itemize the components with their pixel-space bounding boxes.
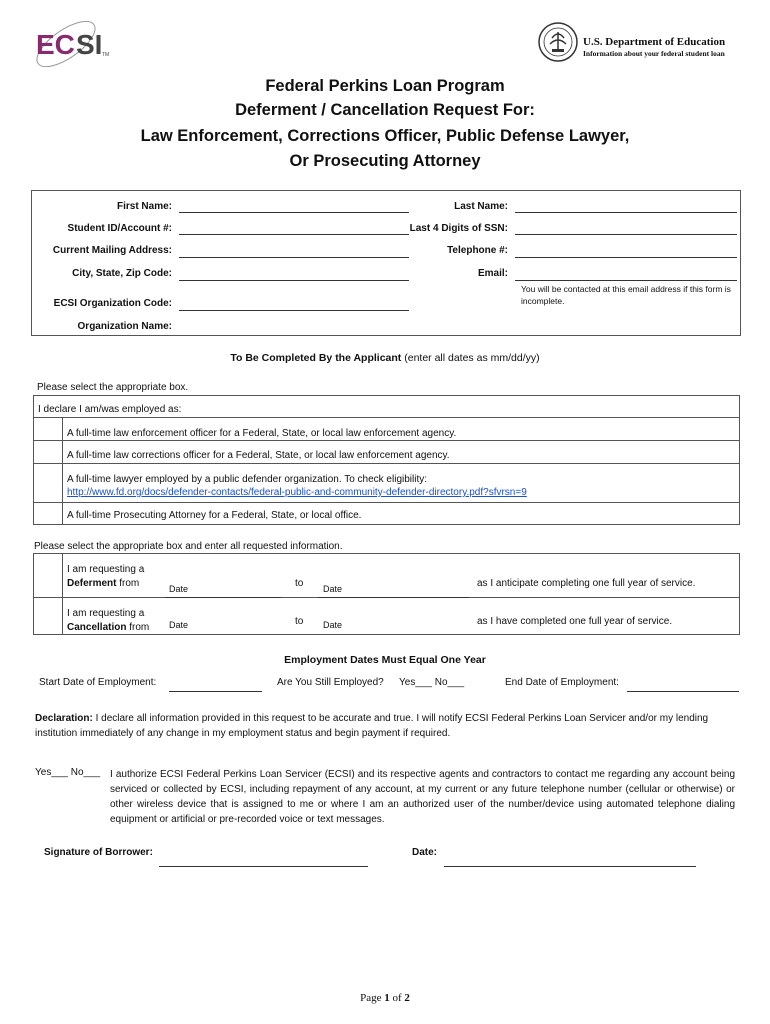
city-state-zip-label: City, State, Zip Code:: [72, 268, 172, 279]
svg-text:SI: SI: [76, 29, 103, 60]
page-prefix: Page: [360, 992, 385, 1004]
cancellation-from-date-placeholder: Date: [169, 620, 189, 630]
consent-text: I authorize ECSI Federal Perkins Loan Servicer (ECSI) and its respective agents and contractors to contact me regarding any account being serviced or collected by ECSI, including repayment of any account, at my current or any future telephone number (cellular or otherwise) or other wireless device that is assigned to me or where I am an authorized user of the number/device using automated telephone dialing equipment or artificial or pre-recorded voice or text messages.: [110, 769, 735, 825]
date-label: Date:: [412, 847, 438, 858]
telephone-field[interactable]: [515, 257, 737, 258]
title-line-1: Federal Perkins Loan Program: [265, 77, 505, 95]
ssn-field[interactable]: [515, 234, 737, 235]
page-of: of: [389, 992, 405, 1004]
still-employed-yes-no[interactable]: Yes___ No___: [399, 677, 465, 688]
option-public-defender: A full-time lawyer employed by a public defender organization. To check eligibility:: [67, 474, 428, 485]
doe-subtitle: Information about your federal student loan: [583, 49, 725, 58]
page-number: [0, 992, 770, 1004]
org-code-label: ECSI Organization Code:: [53, 298, 172, 309]
mailing-address-field[interactable]: [179, 257, 409, 258]
ssn-label: Last 4 Digits of SSN:: [409, 223, 508, 234]
telephone-label: Telephone #:: [447, 245, 508, 256]
declaration: [35, 711, 735, 741]
first-name-label: First Name:: [116, 201, 172, 212]
page-total: 2: [404, 992, 410, 1004]
trademark: TM: [102, 52, 110, 58]
applicant-heading: [0, 352, 770, 364]
cancellation-checkbox[interactable]: [34, 598, 62, 634]
doe-title: U.S. Department of Education: [583, 36, 726, 48]
cancellation-to-date-placeholder: Date: [323, 620, 343, 630]
declare-employed-as: I declare I am/was employed as:: [38, 404, 182, 415]
last-name-label: Last Name:: [454, 201, 508, 212]
deferment-from-date-field[interactable]: [165, 597, 281, 598]
deferment-note: as I anticipate completing one full year of service.: [477, 578, 696, 589]
page-current: 1: [384, 992, 390, 1004]
applicant-heading-bold: To Be Completed By the Applicant: [230, 352, 402, 364]
deferment-from-date-placeholder: Date: [169, 584, 189, 594]
deferment-from: from: [116, 578, 140, 589]
employment-heading: Employment Dates Must Equal One Year: [284, 654, 486, 666]
applicant-heading-rest: (enter all dates as mm/dd/yy): [401, 352, 540, 364]
cancellation-note: as I have completed one full year of service.: [477, 616, 673, 627]
org-code-field[interactable]: [179, 310, 409, 311]
org-name-label: Organization Name:: [77, 321, 172, 332]
declaration-label: Declaration:: [35, 713, 93, 724]
option-prosecuting: A full-time Prosecuting Attorney for a Federal, State, or local office.: [67, 510, 362, 521]
deferment-to: to: [295, 578, 304, 589]
deferment-to-date-field[interactable]: [318, 597, 469, 598]
email-label: Email:: [477, 268, 508, 279]
email-field[interactable]: [515, 280, 737, 281]
email-note: You will be contacted at this email address if this form is incomplete.: [521, 284, 731, 306]
cancellation-to: to: [295, 616, 304, 627]
deferment-line1: I am requesting a: [67, 564, 145, 575]
deferment-bold: Deferment: [67, 578, 117, 589]
start-date-label: Start Date of Employment:: [39, 677, 157, 688]
city-state-zip-field[interactable]: [179, 280, 409, 281]
end-date-field[interactable]: [627, 691, 739, 692]
doe-seal-icon: [538, 22, 578, 62]
deferment-checkbox[interactable]: [34, 554, 62, 596]
mailing-address-label: Current Mailing Address:: [52, 245, 172, 256]
law-enforcement-checkbox[interactable]: [34, 418, 62, 440]
option-corrections: A full-time law corrections officer for a Federal, State, or local law enforcement agency.: [67, 450, 450, 461]
cancellation-line2: [67, 622, 149, 633]
select-box-instruction: Please select the appropriate box.: [37, 382, 189, 393]
student-id-label: Student ID/Account #:: [67, 223, 172, 234]
deferment-line2: [67, 578, 139, 589]
public-defender-checkbox[interactable]: [34, 464, 62, 502]
option-law-enforcement: A full-time law enforcement officer for a Federal, State, or local law enforcement agency.: [67, 428, 457, 439]
svg-text:EC: EC: [36, 29, 75, 60]
cancellation-bold: Cancellation: [67, 622, 127, 633]
title-line-4: Or Prosecuting Attorney: [289, 152, 481, 170]
student-id-field[interactable]: [179, 234, 409, 235]
title-line-3: Law Enforcement, Corrections Officer, Public Defense Lawyer,: [140, 127, 630, 145]
ecsi-logo: [28, 14, 118, 72]
select-box-enter-instruction: Please select the appropriate box and enter all requested information.: [34, 541, 343, 552]
last-name-field[interactable]: [515, 212, 737, 213]
consent-yes-no[interactable]: Yes___ No___: [35, 767, 101, 778]
start-date-field[interactable]: [169, 691, 262, 692]
signature-label: Signature of Borrower:: [44, 847, 153, 858]
signature-field[interactable]: [159, 866, 368, 867]
still-employed-label: Are You Still Employed?: [277, 677, 384, 688]
first-name-field[interactable]: [179, 212, 409, 213]
date-field[interactable]: [444, 866, 696, 867]
end-date-label: End Date of Employment:: [505, 677, 619, 688]
deferment-to-date-placeholder: Date: [323, 584, 343, 594]
prosecuting-checkbox[interactable]: [34, 503, 62, 525]
title-line-2: Deferment / Cancellation Request For:: [235, 101, 535, 119]
cancellation-from: from: [126, 622, 150, 633]
cancellation-line1: I am requesting a: [67, 608, 145, 619]
eligibility-link[interactable]: http://www.fd.org/docs/defender-contacts/federal-public-and-community-defender-directory.pdf?sfvrsn=9: [67, 487, 527, 498]
declaration-text: I declare all information provided in this request to be accurate and true. I will notify ECSI Federal Perkins Loan Servicer and/or my lending institution immediately of any change in my employment status and begin payment if required.: [35, 713, 709, 739]
corrections-checkbox[interactable]: [34, 441, 62, 463]
